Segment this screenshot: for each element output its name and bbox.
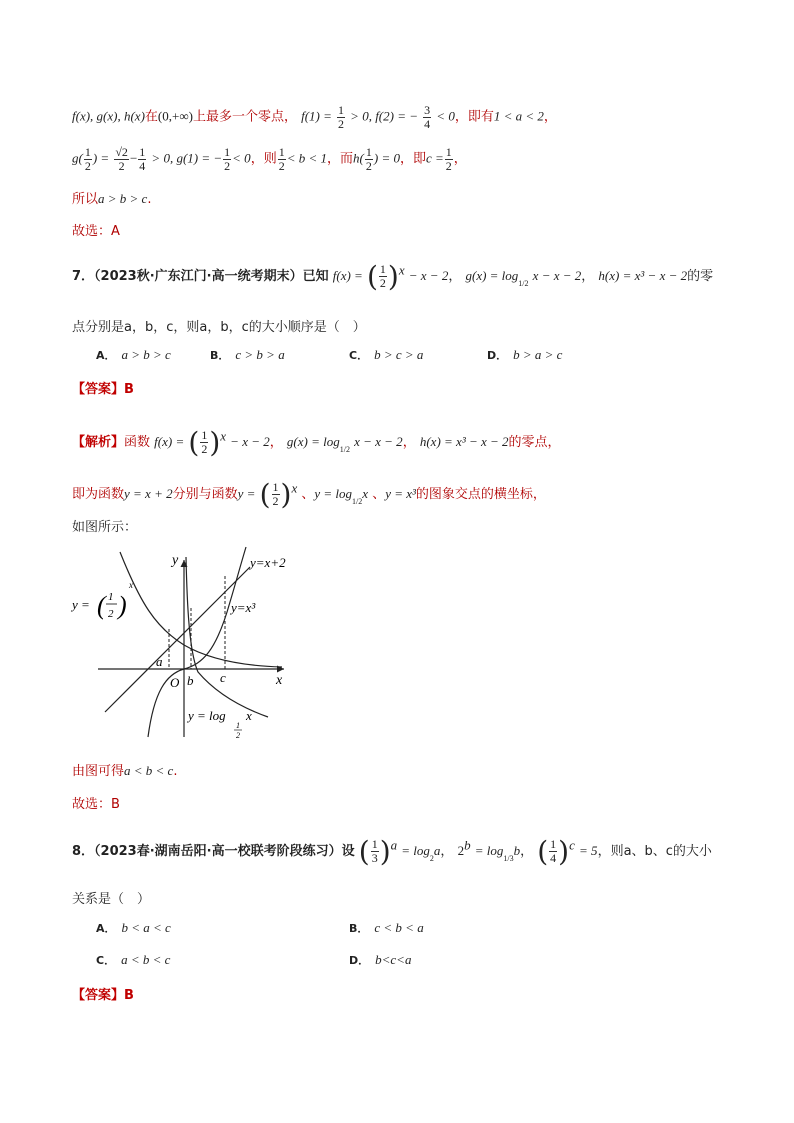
label-x-axis: x: [276, 673, 283, 688]
text: ，则: [250, 151, 277, 167]
label-line: y=x+2: [250, 555, 286, 570]
lt-zero: < 0: [436, 108, 455, 124]
paren-left: (: [366, 260, 378, 293]
g-expr: g(x) = log: [286, 434, 340, 449]
option-text: b<c<a: [375, 952, 412, 967]
text: ，即有: [454, 109, 494, 125]
q7-conclusion: [72, 760, 177, 779]
answer-value: B: [124, 382, 134, 397]
var-b: b: [513, 843, 521, 858]
text: 函数: [124, 435, 151, 450]
q8-answer: [72, 984, 134, 1003]
option-text: a < b < c: [121, 952, 171, 967]
eq2: 2: [457, 843, 465, 858]
text: 即为函数: [72, 487, 125, 502]
label-log-base-num: 1: [236, 721, 240, 730]
text: ，: [453, 151, 467, 167]
text: .: [147, 192, 152, 207]
text: 上最多一个零点，: [192, 109, 297, 125]
fraction-1-2: $\frac{1}{2}$: [272, 480, 279, 508]
option-label: C．: [96, 954, 116, 967]
text: 的图象交点的横坐标，: [415, 487, 546, 502]
log-expr: y = log: [314, 486, 353, 501]
paren-right: ): [558, 835, 570, 868]
label-log-x: x: [246, 708, 252, 723]
q7-figure-intro: 如图所示：: [72, 520, 138, 535]
g-tail: x − x − 2: [354, 434, 403, 449]
fraction-1-2: $\frac{1}{2}$: [338, 103, 345, 131]
q7-option-a[interactable]: [96, 347, 171, 363]
q7-option-c[interactable]: [349, 347, 423, 363]
option-text: c < b < a: [374, 920, 424, 935]
option-label: D．: [487, 349, 508, 362]
eq1: = log: [401, 843, 430, 858]
label-cube: y=x³: [231, 600, 256, 615]
f-expr: f(x) =: [154, 434, 185, 449]
log-base: 1/2: [339, 445, 350, 454]
exp-b: b: [464, 837, 471, 853]
text: 所以: [72, 192, 99, 207]
label-exp-paren-l: (: [97, 591, 106, 620]
text: ，而: [327, 151, 354, 167]
label-a: a: [156, 654, 163, 669]
q7-header: 7．（2023秋·广东江门·高一统考期末）已知: [72, 269, 329, 284]
fraction-1-4: $\frac{1}{4}$: [550, 837, 557, 865]
q7-analysis-line-1: 【解析】函数 f(x) = ( $\frac{1}{2}$ )$^x$ − x − 2， $g(x) = \log_{1/2} x - x - 2$， h(x) = x³ − x − 2的零点，: [72, 426, 561, 459]
f-def-tail: − x − 2: [408, 268, 449, 283]
cube-expr: y = x³: [385, 486, 416, 501]
eq1-var: a: [433, 843, 441, 858]
f-tail: − x − 2: [230, 434, 270, 449]
fraction-1-2: $\frac{1}{2}$: [445, 145, 452, 173]
exp-x: x: [398, 262, 405, 278]
line-expr: y = x + 2: [124, 486, 173, 501]
exp-x: x: [220, 428, 227, 444]
text: 在: [144, 109, 158, 125]
answer-value: B: [124, 988, 134, 1003]
q8-suffix: ，则a、b、c的大小: [597, 844, 712, 859]
function-list: f(x), g(x), h(x): [72, 108, 145, 124]
label-exp-den: 2: [108, 608, 114, 620]
option-text: a > b > c: [121, 347, 171, 362]
text: 的零点，: [508, 435, 561, 450]
analysis-tag: 【解析】: [72, 435, 125, 450]
log-base: 1/2: [352, 497, 363, 506]
h-half: h(: [353, 150, 364, 166]
text: 由图可得: [72, 764, 125, 779]
option-label: D．: [349, 954, 370, 967]
paren-left: (: [259, 478, 271, 511]
q7-option-b[interactable]: [210, 347, 285, 363]
fraction-sqrt2-2: $\frac{√2}{2}$: [115, 145, 128, 173]
g-def: g(x) = log: [465, 268, 519, 283]
log-base: 1/3: [503, 854, 514, 863]
option-label: A．: [96, 349, 116, 362]
order-expr: a > b > c: [98, 191, 148, 206]
eq2-log: = log: [474, 843, 504, 858]
option-text: b > c > a: [374, 347, 424, 362]
h-def: h(x) = x³ − x − 2: [598, 268, 688, 283]
q7-analysis-line-2: 即为函数y = x + 2分别与函数y = ( $\frac{1}{2}$ )$^x$ 、$y = \log_{1/2}x$ 、y = x³的图象交点的横坐标，: [72, 478, 546, 511]
fraction-1-2: $\frac{1}{2}$: [379, 262, 386, 290]
prev-solution-line-2: g( $\frac{1}{2}$ ) = $\frac{√2}{2}$ − $\frac{1}{4}$ > 0, g(1) = − $\frac{1}{2}$ < 0，则 $\frac{1}{2}$ < b < 1，而h( $\frac{1}{2}$ ) = 0，即c = $\frac{1}{2}$ ，: [72, 145, 467, 173]
fraction-1-2: $\frac{1}{2}$: [224, 145, 231, 173]
option-label: B．: [210, 349, 230, 362]
exp-a: a: [390, 837, 398, 853]
log-base: 1/2: [518, 279, 529, 288]
g-eq: ) =: [92, 150, 110, 166]
text: ，: [543, 109, 557, 125]
h-expr: h(x) = x³ − x − 2: [419, 434, 509, 449]
q8-option-d[interactable]: [349, 952, 411, 968]
text: .: [173, 764, 178, 779]
label-log: y = log: [188, 708, 226, 723]
paren-right: ): [387, 260, 399, 293]
b-range: < b < 1: [286, 150, 327, 166]
exp-c: c: [569, 837, 575, 853]
eq3: = 5: [579, 843, 598, 858]
label-exp: y =: [72, 597, 90, 612]
h-eq: ) = 0: [373, 150, 400, 166]
text: 分别与函数: [172, 487, 238, 502]
fraction-1-2: $\frac{1}{2}$: [365, 145, 372, 173]
q7-answer: [72, 378, 134, 397]
interval: (0,+∞): [157, 108, 193, 124]
paren-left: (: [358, 835, 370, 868]
paren-right: ): [209, 426, 221, 459]
q8-option-b[interactable]: [349, 920, 424, 936]
q8-option-a[interactable]: [96, 920, 171, 936]
option-text: b < a < c: [121, 920, 171, 935]
g-half: g(: [72, 150, 83, 166]
q7-option-d[interactable]: [487, 347, 562, 363]
f-def: f(x) =: [332, 268, 363, 283]
label-exp-paren-r: ): [118, 591, 127, 620]
lt-zero: < 0: [232, 150, 251, 166]
f1-expr: f(1) =: [301, 108, 332, 124]
option-text: b > a > c: [513, 347, 563, 362]
exp-x: x: [291, 480, 298, 496]
answer-tag: 【答案】: [72, 988, 125, 1003]
paren-left: (: [188, 426, 200, 459]
answer-tag: 【答案】: [72, 382, 125, 397]
fraction-1-2: $\frac{1}{2}$: [84, 145, 91, 173]
label-log-base-den: 2: [236, 731, 240, 740]
prev-solution-line-3: [72, 188, 151, 207]
f2-expr: > 0, f(2) = −: [350, 108, 419, 124]
function-graph: [70, 542, 300, 747]
fraction-3-4: $\frac{3}{4}$: [424, 103, 431, 131]
fraction-1-3: $\frac{1}{3}$: [371, 837, 378, 865]
option-label: C．: [349, 349, 369, 362]
q8-header: 8．（2023春·湖南岳阳·高一校联考阶段练习）设: [72, 844, 355, 859]
q8-option-c[interactable]: [96, 952, 170, 968]
option-label: B．: [349, 922, 369, 935]
line-y-x-plus-2: [105, 567, 250, 712]
c-eq: c =: [425, 150, 444, 166]
paren-right: ): [379, 835, 391, 868]
label-b: b: [187, 673, 194, 688]
q8-stem-line-1: 8．（2023春·湖南岳阳·高一校联考阶段练习）设 ( $\frac{1}{3}$ )$^a = \log_2a$， $2^b = \log_{1/3}b$， ( $\frac{1}{4}$ )$^c$ = 5，则a、b、c的大小: [72, 835, 712, 868]
curve-log: [186, 557, 268, 717]
label-origin: O: [170, 675, 180, 690]
paren-left: (: [537, 835, 549, 868]
q8-stem-line-2: 关系是（ ）: [72, 892, 151, 907]
q7-answer-line: 故选：B: [72, 797, 120, 812]
text: ，即: [399, 151, 426, 167]
prev-solution-line-1: [72, 104, 557, 130]
fraction-1-2: $\frac{1}{2}$: [278, 145, 285, 173]
label-c: c: [220, 670, 226, 685]
label-exp-num: 1: [108, 591, 114, 603]
y-eq: y =: [237, 486, 256, 501]
option-label: A．: [96, 922, 116, 935]
label-y-axis: y: [172, 553, 179, 568]
g1-expr: > 0, g(1) = −: [151, 150, 223, 166]
a-range: 1 < a < 2: [493, 108, 544, 124]
log-base: 2: [429, 854, 434, 863]
q7-stem-line-2: 点分别是a，b，c，则a，b，c的大小顺序是（ ）: [72, 320, 366, 335]
option-text: c > b > a: [235, 347, 285, 362]
q7-suffix: 的零: [687, 269, 714, 284]
fraction-1-4: $\frac{1}{4}$: [139, 145, 146, 173]
paren-right: ): [280, 478, 292, 511]
g-def-tail: x − x − 2: [532, 268, 582, 283]
order-expr: a < b < c: [124, 763, 174, 778]
fraction-1-2: $\frac{1}{2}$: [201, 428, 208, 456]
label-exp-sup: x: [129, 580, 133, 590]
q7-stem-line-1: 7．（2023秋·广东江门·高一统考期末）已知 f(x) = ( $\frac{1}{2}$ )$^x$ − x − 2， $g(x) = \log_{1/2} x - x - 2$， h(x) = x³ − x − 2的零: [72, 260, 714, 293]
prev-answer-line: 故选：A: [72, 224, 120, 239]
